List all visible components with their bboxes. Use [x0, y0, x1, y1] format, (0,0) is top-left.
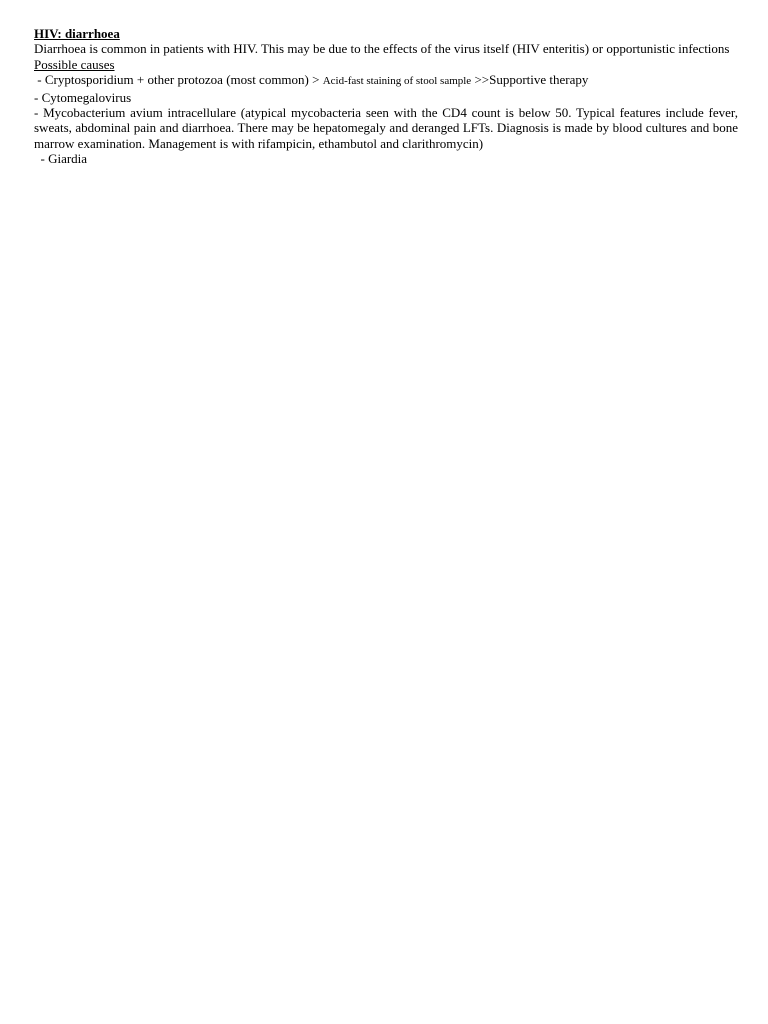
- cause-cryptosporidium-therapy: >>Supportive therapy: [471, 72, 589, 88]
- document-title: HIV: diarrhoea: [34, 26, 120, 41]
- cause-cryptosporidium-text: - Cryptosporidium + other protozoa (most common) >: [34, 72, 323, 88]
- intro-paragraph: Diarrhoea is common in patients with HIV. This may be due to the effects of the virus itself (HIV enteritis) or opportunistic infections: [34, 41, 730, 57]
- cause-cytomegalovirus: - Cytomegalovirus: [34, 89, 132, 105]
- document-page: [34, 26, 738, 167]
- cause-cryptosporidium: [34, 72, 738, 89]
- causes-heading: Possible causes: [34, 56, 115, 72]
- cause-giardia: - Giardia: [34, 151, 88, 167]
- cause-cryptosporidium-test: Acid-fast staining of stool sample: [322, 75, 472, 88]
- cause-mycobacterium: - Mycobacterium avium intracellulare (atypical mycobacteria seen with the CD4 count is below 50. Typical features include fever, sweats, abdominal pain and diarrhoea. There may be hepatomegaly and deranged LFTs. Diagnosis is made by blood cultures and bone marrow examination. Management is with rifampicin, ethambutol and clarithromycin): [34, 105, 738, 151]
